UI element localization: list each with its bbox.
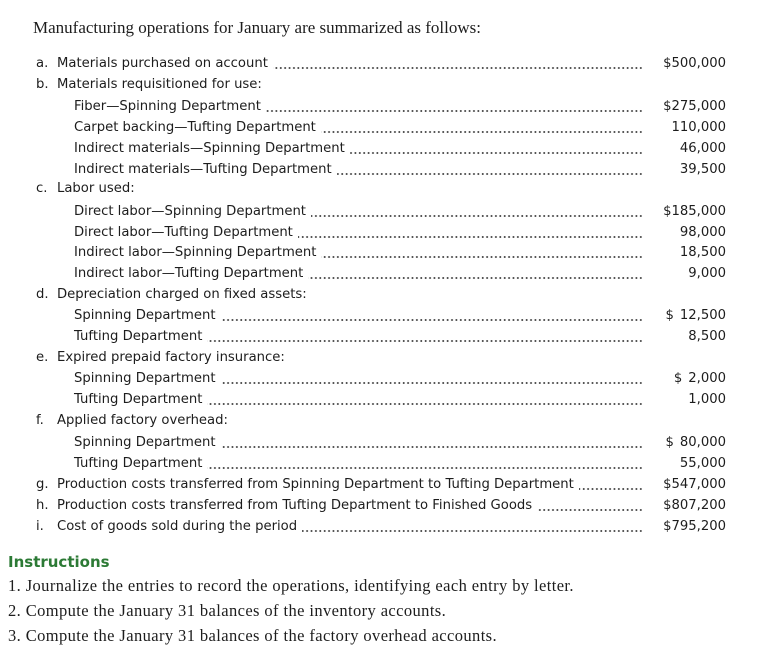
item-amount [665, 305, 726, 326]
list-item [0, 326, 765, 347]
dot-leader [321, 131, 643, 133]
list-item [0, 242, 765, 263]
list-item [0, 368, 765, 389]
item-amount [680, 159, 726, 180]
item-amount [688, 263, 726, 284]
item-label: Direct labor—Tufting Department [74, 225, 293, 240]
item-label: Direct labor—Spinning Department [74, 204, 306, 219]
item-amount [663, 201, 726, 222]
amount-value: 55,000 [679, 456, 726, 471]
item-amount [674, 368, 726, 389]
instruction-step-2: 2. Compute the January 31 balances of the inventory accounts. [8, 601, 447, 620]
instructions-heading: Instructions [8, 553, 110, 571]
list-item [0, 474, 765, 495]
list-item [0, 138, 765, 159]
amount-value: 12,500 [679, 308, 726, 323]
dot-leader [537, 509, 643, 511]
item-label: Tufting Department [74, 392, 203, 407]
item-label: Indirect labor—Tufting Department [74, 266, 304, 281]
dot-leader [308, 277, 643, 279]
amount-value: 46,000 [679, 141, 726, 156]
item-label: Tufting Department [74, 329, 203, 344]
item-amount [663, 516, 726, 537]
list-item [0, 453, 765, 474]
list-item [0, 410, 765, 431]
dot-leader [337, 173, 643, 175]
amount-value: 8,500 [688, 329, 726, 344]
instruction-step-3: 3. Compute the January 31 balances of the factory overhead accounts. [8, 626, 498, 645]
amount-value: $795,200 [663, 519, 726, 534]
dollar-sign: $ [665, 435, 674, 450]
item-amount [663, 474, 726, 495]
item-amount [688, 326, 726, 347]
item-label: Materials requisitioned for use: [57, 77, 262, 92]
list-item [0, 305, 765, 326]
item-label: Spinning Department [74, 435, 216, 450]
dot-leader [221, 319, 643, 321]
list-item [0, 516, 765, 537]
dot-leader [207, 340, 643, 342]
amount-value: $547,000 [663, 477, 726, 492]
item-letter: g. [36, 477, 49, 492]
amount-value: $275,000 [663, 99, 726, 114]
item-letter: h. [36, 498, 49, 513]
dot-leader [350, 152, 643, 154]
instruction-step-1: 1. Journalize the entries to record the operations, identifying each entry by letter. [8, 576, 574, 595]
list-item [0, 347, 765, 368]
dot-leader [302, 530, 643, 532]
amount-value: 2,000 [688, 371, 726, 386]
intro-text: Manufacturing operations for January are summarized as follows: [33, 18, 481, 37]
item-amount [663, 96, 726, 117]
item-letter: e. [36, 350, 49, 365]
dot-leader [221, 446, 643, 448]
item-amount [680, 453, 726, 474]
list-item [0, 117, 765, 138]
list-item [0, 222, 765, 243]
dollar-sign: $ [673, 371, 683, 386]
item-label: Fiber—Spinning Department [74, 99, 261, 114]
dot-leader [579, 488, 643, 490]
dollar-sign: $ [665, 308, 674, 323]
amount-value: $807,200 [663, 498, 726, 513]
dot-leader [298, 236, 643, 238]
item-label: Indirect labor—Spinning Department [74, 245, 317, 260]
item-label: Cost of goods sold during the period [57, 519, 298, 534]
dot-leader [273, 67, 643, 69]
item-amount [665, 432, 726, 453]
item-label: Indirect materials—Tufting Department [74, 162, 332, 177]
item-amount [663, 495, 726, 516]
dot-leader [207, 467, 643, 469]
item-amount [663, 53, 726, 74]
item-amount [680, 138, 726, 159]
list-item [0, 284, 765, 305]
item-label: Spinning Department [74, 371, 216, 386]
item-label: Indirect materials—Spinning Department [74, 141, 345, 156]
list-item [0, 201, 765, 222]
list-item [0, 432, 765, 453]
dot-leader [266, 110, 643, 112]
list-item [0, 178, 765, 199]
amount-value: 9,000 [688, 266, 726, 281]
item-label: Production costs transferred from Tufting Department to Finished Goods [57, 498, 533, 513]
item-letter: d. [36, 287, 49, 302]
amount-value: $185,000 [663, 204, 726, 219]
item-label: Tufting Department [74, 456, 203, 471]
amount-value: 39,500 [679, 162, 726, 177]
amount-value: 18,500 [679, 245, 726, 260]
list-item [0, 495, 765, 516]
item-label: Applied factory overhead: [57, 413, 228, 428]
amount-value: $500,000 [663, 56, 726, 71]
dot-leader [311, 215, 643, 217]
dot-leader [321, 256, 643, 258]
item-amount [688, 389, 726, 410]
item-amount [680, 242, 726, 263]
item-amount [671, 117, 726, 138]
item-letter: i. [36, 519, 44, 534]
amount-value: 1,000 [688, 392, 726, 407]
list-item [0, 74, 765, 95]
item-letter: c. [36, 181, 48, 196]
list-item [0, 96, 765, 117]
item-label: Spinning Department [74, 308, 216, 323]
item-letter: a. [36, 56, 49, 71]
item-label: Carpet backing—Tufting Department [74, 120, 316, 135]
list-item [0, 159, 765, 180]
amount-value: 98,000 [679, 225, 726, 240]
dot-leader [221, 382, 643, 384]
item-letter: b. [36, 77, 49, 92]
item-label: Depreciation charged on fixed assets: [57, 287, 307, 302]
item-label: Expired prepaid factory insurance: [57, 350, 285, 365]
amount-value: 80,000 [679, 435, 726, 450]
item-label: Materials purchased on account [57, 56, 268, 71]
item-label: Labor used: [57, 181, 135, 196]
item-label: Production costs transferred from Spinning Department to Tufting Department [57, 477, 574, 492]
dot-leader [207, 403, 643, 405]
list-item [0, 53, 765, 74]
list-item [0, 389, 765, 410]
item-letter: f. [36, 413, 44, 428]
list-item [0, 263, 765, 284]
item-amount [680, 222, 726, 243]
amount-value: 110,000 [671, 120, 726, 135]
